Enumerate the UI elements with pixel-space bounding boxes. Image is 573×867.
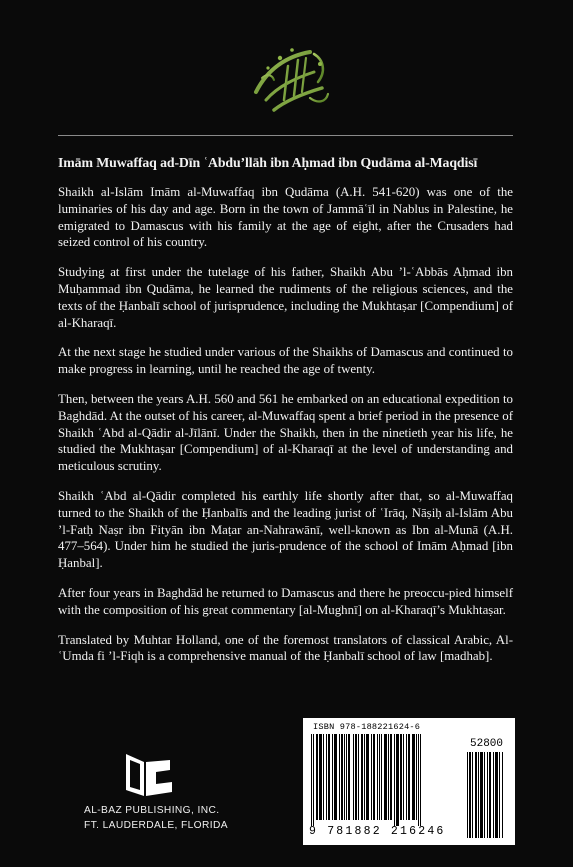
divider-line: [58, 135, 513, 136]
addon-barcode-bars: [467, 752, 509, 838]
paragraph-5: Shaikh ʿAbd al-Qādir completed his earthly life shortly after that, so al-Muwaffaq turned to the Shaikh of the Ḥanbalīs and the leading jurist of ʿIrāq, Nāṣiḥ al-Islām Abu ’l-Fatḥ Naṣr ibn Fityān ibn Maṭar an-Nahrawānī, well-known as Ibn al-Munā (A.H. 477–564). Under him he studied the juris-prudence of the school of Imām Aḥmad [ibn Ḥanbal].: [58, 488, 513, 571]
author-heading: Imām Muwaffaq ad-Dīn ʿAbdu’llāh ibn Aḥmad ibn Qudāma al-Maqdisī: [58, 155, 478, 170]
publisher-name: AL-BAZ PUBLISHING, INC.: [84, 805, 220, 816]
paragraph-6: After four years in Baghdād he returned to Damascus and there he preoccu-pied himself with the composition of his great commentary [al-Mughnī] on al-Kharaqī’s Mukhtaṣar.: [58, 585, 513, 617]
ean-digits: 9 781882 216246: [309, 825, 446, 838]
back-cover-text: [58, 154, 513, 678]
ean-barcode-bars: [311, 734, 459, 826]
publisher-logo-icon: [122, 752, 176, 798]
paragraph-3: At the next stage he studied under various of the Shaikhs of Damascus and continued to make progress in learning, until he reached the age of twenty.: [58, 345, 513, 377]
isbn-barcode: [303, 718, 515, 845]
calligraphy-emblem-icon: [244, 38, 336, 118]
price-code: 52800: [470, 738, 504, 750]
paragraph-7: Translated by Muhtar Holland, one of the foremost translators of classical Arabic, Al-ʿUmda fi ’l-Fiqh is a comprehensive manual of the Ḥanbalī school of law [madhab].: [58, 632, 513, 664]
publisher-city: FT. LAUDERDALE, FLORIDA: [84, 820, 228, 831]
paragraph-4: Then, between the years A.H. 560 and 561 he embarked on an educational expedition to Baghdād. At the outset of his career, al-Muwaffaq spent a brief period in the presence of Shaikh ʿAbd al-Qādir al-Jīlānī. Under the Shaikh, then in the ninetieth year his life, he studied the Mukhtaṣar [Compendium] of al-Kharaqī at the level of understanding and meticulous scrutiny.: [58, 391, 513, 474]
isbn-text: ISBN 978-188221624-6: [313, 722, 421, 732]
paragraph-1: Shaikh al-Islām Imām al-Muwaffaq ibn Qudāma (A.H. 541-620) was one of the luminaries of his day and age. Born in the town of Jammāʿīl in Nablus in Palestine, he emigrated to Damascus with his family at the age of eight, after the Crusaders had seized control of his country.: [58, 185, 513, 250]
paragraph-2: Studying at first under the tutelage of his father, Shaikh Abu ’l-ʿAbbās Aḥmad ibn Muḥammad ibn Qudāma, he learned the rudiments of the religious sciences, and the texts of the Ḥanbalī school of jurisprudence, including the Mukhtaṣar [Compendium] of al-Kharaqī.: [58, 265, 513, 330]
